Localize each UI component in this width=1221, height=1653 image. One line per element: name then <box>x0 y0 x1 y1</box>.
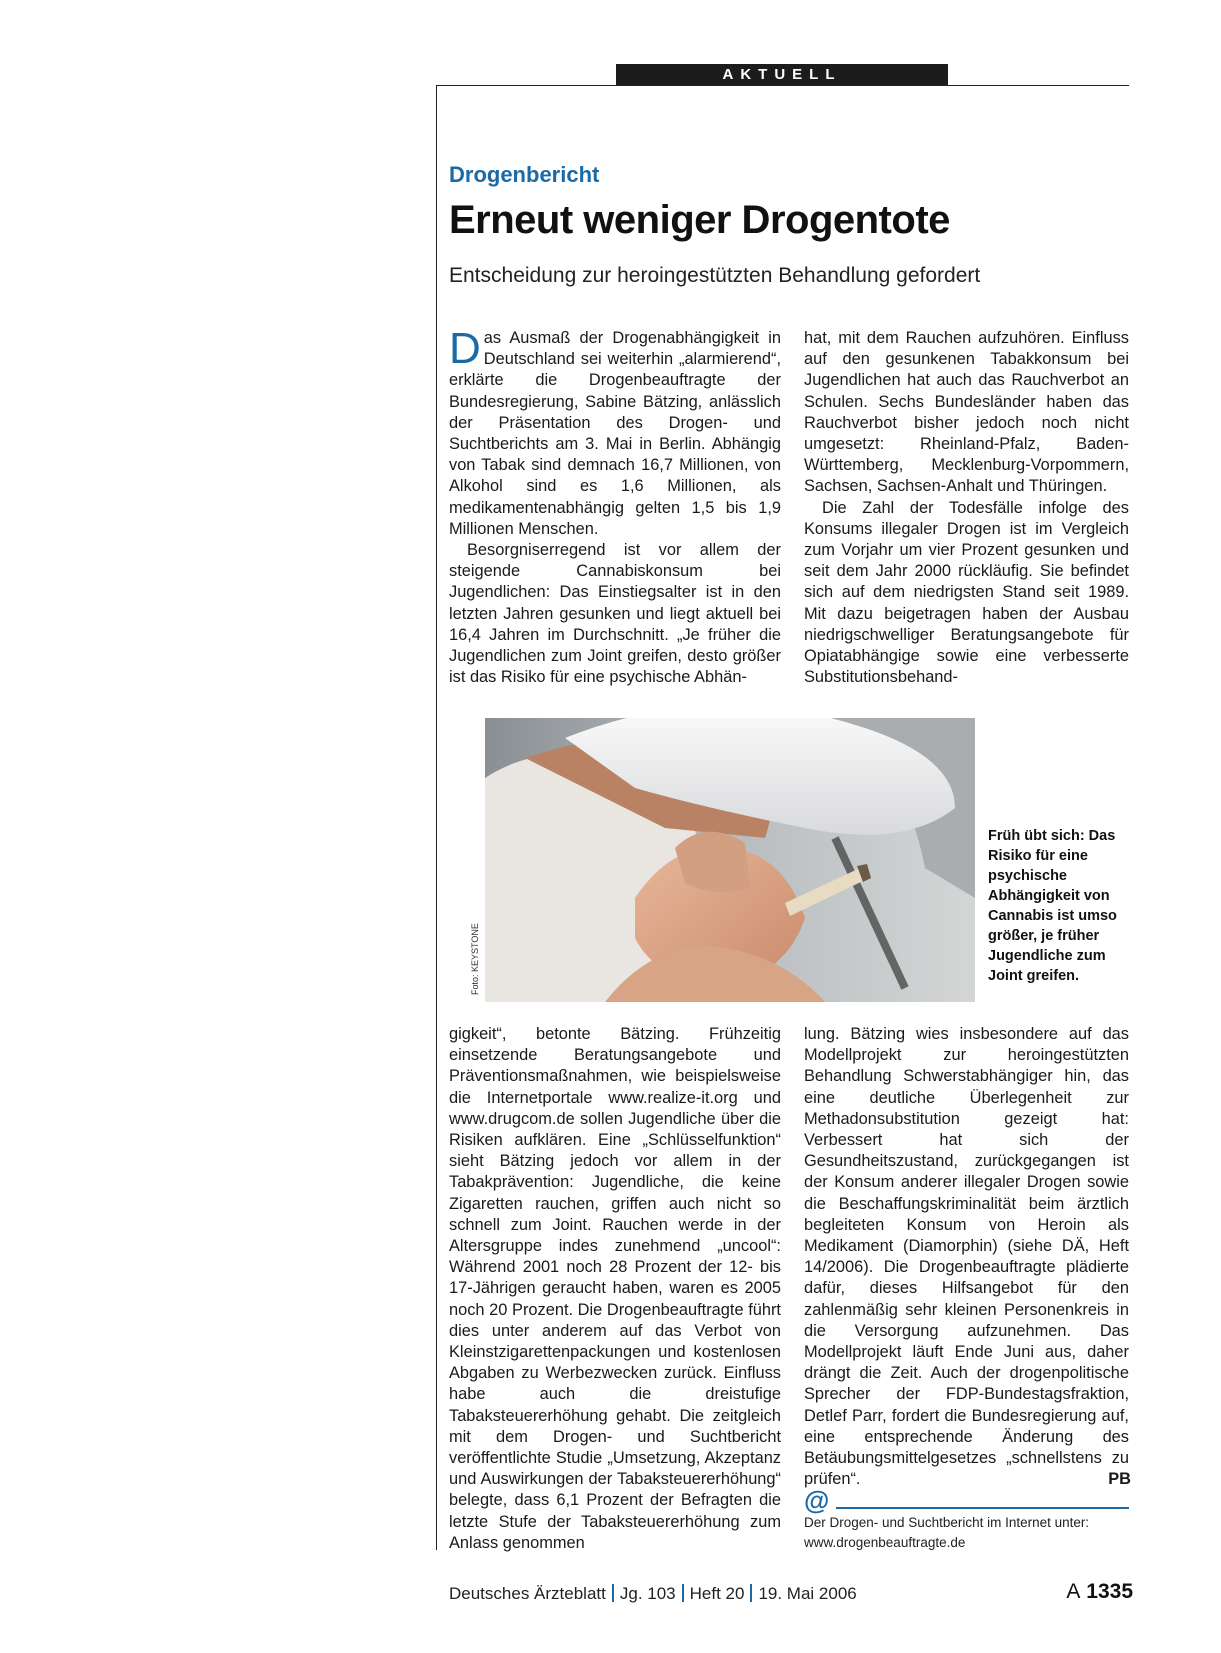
subheadline: Entscheidung zur heroingestützten Behandlung gefordert <box>449 264 981 287</box>
paragraph: Besorgniserregend ist vor allem der steigende Cannabiskonsum bei Jugendlichen: Das Einstiegsalter ist in den letzten Jahren gesunken und liegt aktuell bei 16,4 Jahren im Durchschnitt. „Je früher die Jugendlichen zum Joint greifen, desto größer ist das Risiko für eine psychische Abhän- <box>449 541 781 687</box>
left-rule <box>436 85 437 1550</box>
photo-credit: Foto: KEYSTONE <box>470 923 480 995</box>
at-icon: @ <box>804 1485 830 1515</box>
separator <box>612 1584 614 1602</box>
kicker: Drogenbericht <box>449 162 600 187</box>
page-number <box>1066 1580 1133 1604</box>
paragraph: gigkeit“, betonte Bätzing. Frühzeitig einsetzende Beratungsangebote und Präventionsmaßnahmen, wie beispielsweise die Internetportale www.realize-it.org und www.drugcom.de sollen Jugendliche über die Risiken aufklären. Eine „Schlüsselfunktion“ sieht Bätzing jedoch vor allem in der Tabakprävention: Jugendliche, die keine Zigaretten rauchen, griffen auch nicht so schnell zum Joint. Rauchen werde in der Altersgruppe indes zunehmend „uncool“: Während 2001 noch 28 Prozent der 12- bis 17-Jährigen geraucht haben, waren es 2005 noch 20 Prozent. Die Drogenbeauftragte führt dies unter anderem auf das Verbot von Kleinstzigarettenpackungen und kostenlosen Abgaben zu Werbezwecken zurück. Einfluss habe auch die dreistufige Tabaksteuererhöhung gehabt. Die zeitgleich mit dem Drogen- und Suchtbericht veröffentlichte Studie „Umsetzung, Akzeptanz und Auswirkungen der Tabaksteuererhöhung“ belegte, dass 6,1 Prozent der Befragten die letzte Stufe der Tabaksteuererhöhung zum Anlass genommen <box>449 1025 781 1552</box>
footer-citation <box>449 1584 857 1604</box>
author-initials: PB <box>1108 1470 1131 1489</box>
separator <box>750 1584 752 1602</box>
photo-illustration <box>485 718 975 1002</box>
paragraph-text: lung. Bätzing wies insbesondere auf das Modellprojekt zur heroingestützten Behandlung Schwerstabhängiger hin, das eine deutliche Überlegenheit zur Methadonsubstitution gezeigt hat: Verbessert hat sich der Gesundheitszustand, zurückgegangen ist der Konsum anderer illegaler Drogen sowie die Beschaffungskriminalität beim ärztlich begleiteten Konsum von Heroin als Medikament (Diamorphin) (siehe DÄ, Heft 14/2006). Die Drogenbeauftragte plädierte dafür, dieses Hilfsangebot für den zahlenmäßig sehr kleinen Personenkreis in die Versorgung aufzunehmen. Das Modellprojekt läuft Ende Juni aus, daher drängt die Zeit. Auch der drogenpolitische Sprecher der FDP-Bundestagsfraktion, Detlef Parr, fordert die Bundesregierung auf, eine entsprechende Änderung des Betäubungsmittelgesetzes „schnellstens zu prüfen“. <box>804 1025 1129 1489</box>
paragraph-text: as Ausmaß der Drogenabhängigkeit in Deutschland sei weiterhin „alarmierend“, erklärte die Drogenbeauftragte der Bundesregierung, Sabine Bätzing, anlässlich der Präsentation des Drogen- und Suchtberichts am 3. Mai in Berlin. Abhängig von Tabak sind demnach 16,7 Millionen, von Alkohol sind es 1,6 Millionen, als medikamentenabhängig gelten 1,5 bis 1,9 Millionen Menschen. <box>449 329 781 538</box>
column-2-top <box>804 328 1129 688</box>
paragraph: hat, mit dem Rauchen aufzuhören. Einfluss auf den gesunkenen Tabakkonsum bei Jugendlichen hat auch das Rauchverbot an Schulen. Sechs Bundesländer haben das Rauchverbot bisher jedoch noch nicht umgesetzt: Rheinland-Pfalz, Baden-Württemberg, Mecklenburg-Vorpommern, Sachsen, Sachsen-Anhalt und Thüringen. <box>804 329 1129 496</box>
page-number-value: 1335 <box>1086 1580 1133 1603</box>
web-box-rule <box>836 1507 1129 1509</box>
column-2-bottom <box>804 1024 1129 1490</box>
paragraph <box>804 1024 1129 1490</box>
article-photo <box>485 718 975 1002</box>
drop-cap: D <box>449 324 481 373</box>
volume: Jg. 103 <box>619 1584 676 1603</box>
column-1-bottom <box>449 1024 781 1554</box>
web-note: Der Drogen- und Suchtbericht im Internet unter: www.drogenbeauftragte.de <box>804 1515 1090 1550</box>
paragraph <box>449 324 781 540</box>
paragraph: Die Zahl der Todesfälle infolge des Konsums illegaler Drogen ist im Vergleich zum Vorjahr um vier Prozent gesunken und seit dem Jahr 2000 rückläufig. Sie befindet sich auf dem niedrigsten Stand seit 1989. Mit dazu beigetragen haben der Ausbau niedrigschwelliger Beratungsangebote für Opiatabhängige sowie eine verbesserte Substitutionsbehand- <box>804 498 1129 687</box>
photo-caption: Früh übt sich: Das Risiko für eine psychische Abhängigkeit von Cannabis ist umso größer, je früher Jugendliche zum Joint greifen. <box>988 828 1117 984</box>
page-prefix: A <box>1066 1580 1081 1603</box>
issue: Heft 20 <box>689 1584 745 1603</box>
headline: Erneut weniger Drogentote <box>449 198 950 242</box>
journal-name: Deutsches Ärzteblatt <box>449 1584 606 1603</box>
issue-date: 19. Mai 2006 <box>758 1584 857 1603</box>
separator <box>682 1584 684 1602</box>
section-label: AKTUELL <box>616 64 948 86</box>
column-1-top <box>449 324 781 688</box>
top-rule <box>437 85 1129 86</box>
